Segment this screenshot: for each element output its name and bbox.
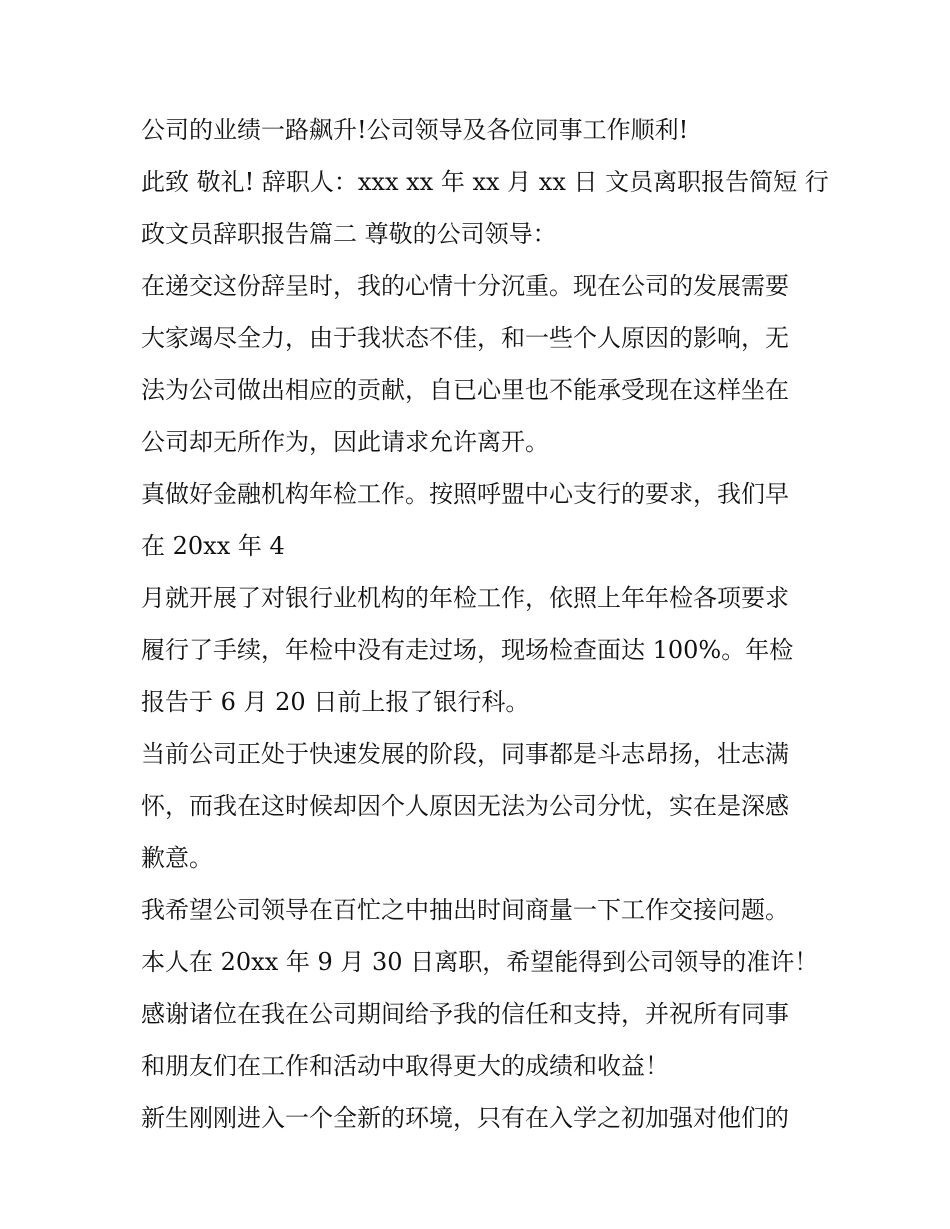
text-line: 和朋友们在工作和活动中取得更大的成绩和收益！ bbox=[141, 1052, 669, 1080]
text-line: 感谢诸位在我在公司期间给予我的信任和支持，并祝所有同事 bbox=[141, 1000, 789, 1028]
text-line: 新生刚刚进入一个全新的环境，只有在入学之初加强对他们的 bbox=[141, 1104, 789, 1132]
text-line: 报告于 6 月 20 日前上报了银行科。 bbox=[141, 688, 530, 716]
text-line: 歉意。 bbox=[141, 844, 213, 872]
text-line: 本人在 20xx 年 9 月 30 日离职，希望能得到公司领导的准许！ bbox=[141, 948, 819, 976]
text-line: 公司却无所作为，因此请求允许离开。 bbox=[141, 428, 549, 456]
text-line: 公司的业绩一路飙升!公司领导及各位同事工作顺利! bbox=[141, 116, 689, 144]
text-line: 怀，而我在这时候却因个人原因无法为公司分忧，实在是深感 bbox=[141, 792, 789, 820]
text-line: 此致 敬礼! 辞职人：xxx xx 年 xx 月 xx 日 文员离职报告简短 行 bbox=[141, 168, 829, 196]
text-line: 在 20xx 年 4 bbox=[141, 532, 285, 560]
text-line: 我希望公司领导在百忙之中抽出时间商量一下工作交接问题。 bbox=[141, 896, 789, 924]
text-line: 大家竭尽全力，由于我状态不佳，和一些个人原因的影响，无 bbox=[141, 324, 789, 352]
text-line: 真做好金融机构年检工作。按照呼盟中心支行的要求，我们早 bbox=[141, 480, 789, 508]
text-line: 在递交这份辞呈时，我的心情十分沉重。现在公司的发展需要 bbox=[141, 272, 789, 300]
text-line: 履行了手续，年检中没有走过场，现场检查面达 100%。年检 bbox=[141, 636, 794, 664]
document-body bbox=[141, 104, 831, 1144]
text-line: 政文员辞职报告篇二 尊敬的公司领导： bbox=[141, 220, 557, 248]
text-line: 法为公司做出相应的贡献，自已心里也不能承受现在这样坐在 bbox=[141, 376, 789, 404]
text-line: 当前公司正处于快速发展的阶段，同事都是斗志昂扬，壮志满 bbox=[141, 740, 789, 768]
text-line: 月就开展了对银行业机构的年检工作，依照上年年检各项要求 bbox=[141, 584, 789, 612]
